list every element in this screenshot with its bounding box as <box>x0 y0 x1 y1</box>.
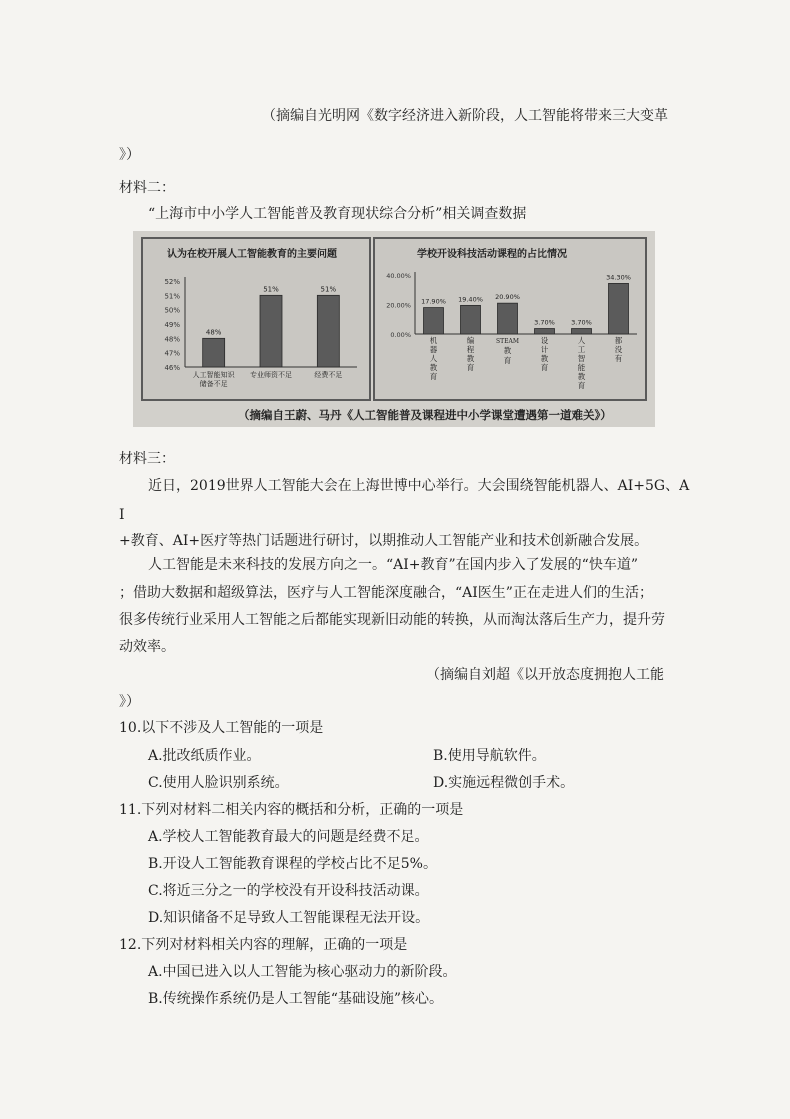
q12-option-a: A.中国已进入以人工智能为核心驱动力的新阶段。 <box>148 964 457 980</box>
figure-caption: （摘编自王蔚、马丹《人工智能普及课程进中小学课堂遭遇第一道难关》） <box>238 408 612 422</box>
chart2-data-label: 19.40% <box>458 295 483 304</box>
material3-p1-line1: 近日，2019世界人工智能大会在上海世博中心举行。大会围绕智能机器人、AI+5G、A <box>148 478 690 494</box>
chart1-y-tick-label: 51% <box>164 292 180 301</box>
chart1-x-tick-label: 经费不足 <box>314 371 343 379</box>
q11-option-c: C.将近三分之一的学校没有开设科技活动课。 <box>148 883 429 899</box>
chart-panel-courses <box>373 237 647 401</box>
chart1-y-tick-label: 50% <box>164 306 180 315</box>
chart2-bar <box>572 329 592 334</box>
chart2-x-tick-label: 设计教育 <box>540 336 549 372</box>
material3-p2-line3: 很多传统行业采用人工智能之后都能实现新旧动能的转换，从而淘汰落后生产力，提升劳 <box>119 612 665 628</box>
chart2-data-label: 17.90% <box>421 297 446 306</box>
chart1-bar <box>317 295 339 367</box>
q10-stem: 10.以下不涉及人工智能的一项是 <box>119 720 324 736</box>
chart2-y-tick-label: 20.00% <box>386 301 411 310</box>
chart2-title: 学校开设科技活动课程的占比情况 <box>417 249 567 260</box>
chart2-svg <box>375 239 645 399</box>
chart2-y-tick-label: 40.00% <box>386 272 411 280</box>
q11-option-a: A.学校人工智能教育最大的问题是经费不足。 <box>148 829 429 845</box>
chart1-data-label: 51% <box>320 285 337 294</box>
material3-p2-line4: 动效率。 <box>119 639 175 655</box>
source-line-2: 》） <box>119 147 140 163</box>
chart-panel-problems <box>141 237 371 401</box>
material3-p1-line3: +教育、AI+医疗等热门话题进行研讨，以期推动人工智能产业和技术创新融合发展。 <box>119 533 649 549</box>
chart1-y-tick-label: 49% <box>164 321 180 329</box>
q10-option-c: C.使用人脸识别系统。 <box>148 775 289 791</box>
chart2-data-label: 3.70% <box>534 318 555 327</box>
chart2-x-tick-label: 机器人教育 <box>429 336 438 381</box>
material2-intro: “上海市中小学人工智能普及教育现状综合分析”相关调查数据 <box>148 206 527 222</box>
chart2-bar <box>609 283 629 334</box>
chart1-y-tick-label: 52% <box>164 278 180 286</box>
chart2-data-label: 3.70% <box>571 318 592 327</box>
chart2-bar <box>461 305 481 334</box>
chart1-x-tick-label: 储备不足 <box>199 380 228 388</box>
chart2-bar <box>535 329 555 334</box>
chart2-x-tick-label: 编程教育 <box>466 336 475 372</box>
q11-option-b: B.开设人工智能教育课程的学校占比不足5%。 <box>148 856 437 872</box>
chart2-x-tick-label: 人工智能教育 <box>577 336 586 390</box>
chart1-bar <box>203 338 225 367</box>
material3-p2-line1: 人工智能是未来科技的发展方向之一。“AI+教育”在国内步入了发展的“快车道” <box>148 557 638 573</box>
material3-p2-line2: ；借助大数据和超级算法，医疗与人工智能深度融合，“AI医生”正在走进人们的生活； <box>119 585 653 601</box>
q10-option-b: B.使用导航软件。 <box>433 748 546 764</box>
q11-stem: 11.下列对材料二相关内容的概括和分析，正确的一项是 <box>119 802 464 818</box>
chart1-y-tick-label: 46% <box>164 364 180 372</box>
chart1-bar <box>260 295 282 367</box>
chart1-svg <box>143 239 369 399</box>
chart1-y-tick-label: 47% <box>164 349 180 358</box>
q12-option-b: B.传统操作系统仍是人工智能“基础设施”核心。 <box>148 991 444 1007</box>
q11-option-d: D.知识储备不足导致人工智能课程无法开设。 <box>148 910 430 926</box>
q10-option-a: A.批改纸质作业。 <box>148 748 261 764</box>
survey-figure <box>133 231 655 427</box>
source-line-1: （摘编自光明网《数字经济进入新阶段，人工智能将带来三大变革 <box>262 108 668 124</box>
material3-source-line2: 》） <box>119 694 140 710</box>
chart1-x-tick-label: 人工智能知识 <box>192 371 235 379</box>
chart2-data-label: 34.30% <box>606 273 631 282</box>
chart1-y-tick-label: 48% <box>164 335 180 344</box>
chart2-bar <box>498 303 518 334</box>
material3-heading: 材料三： <box>119 451 175 467</box>
chart1-title: 认为在校开展人工智能教育的主要问题 <box>167 249 337 260</box>
chart1-data-label: 48% <box>205 328 222 337</box>
material3-source-line1: （摘编自刘超《以开放态度拥抱人工能 <box>426 667 664 683</box>
chart1-data-label: 51% <box>263 285 279 294</box>
chart2-y-tick-label: 0.00% <box>390 331 411 339</box>
chart2-x-tick-label: STEAM 教育 <box>496 338 519 365</box>
chart2-bar <box>424 308 444 334</box>
q10-option-d: D.实施远程微创手术。 <box>433 775 575 791</box>
chart1-x-tick-label: 专业师资不足 <box>250 371 292 379</box>
material2-heading: 材料二： <box>119 180 175 196</box>
chart2-data-label: 20.90% <box>495 293 520 302</box>
q12-stem: 12.下列对材料相关内容的理解，正确的一项是 <box>119 937 408 953</box>
material3-p1-line2: I <box>119 507 125 523</box>
chart2-x-tick-label: 都没有 <box>614 336 623 363</box>
